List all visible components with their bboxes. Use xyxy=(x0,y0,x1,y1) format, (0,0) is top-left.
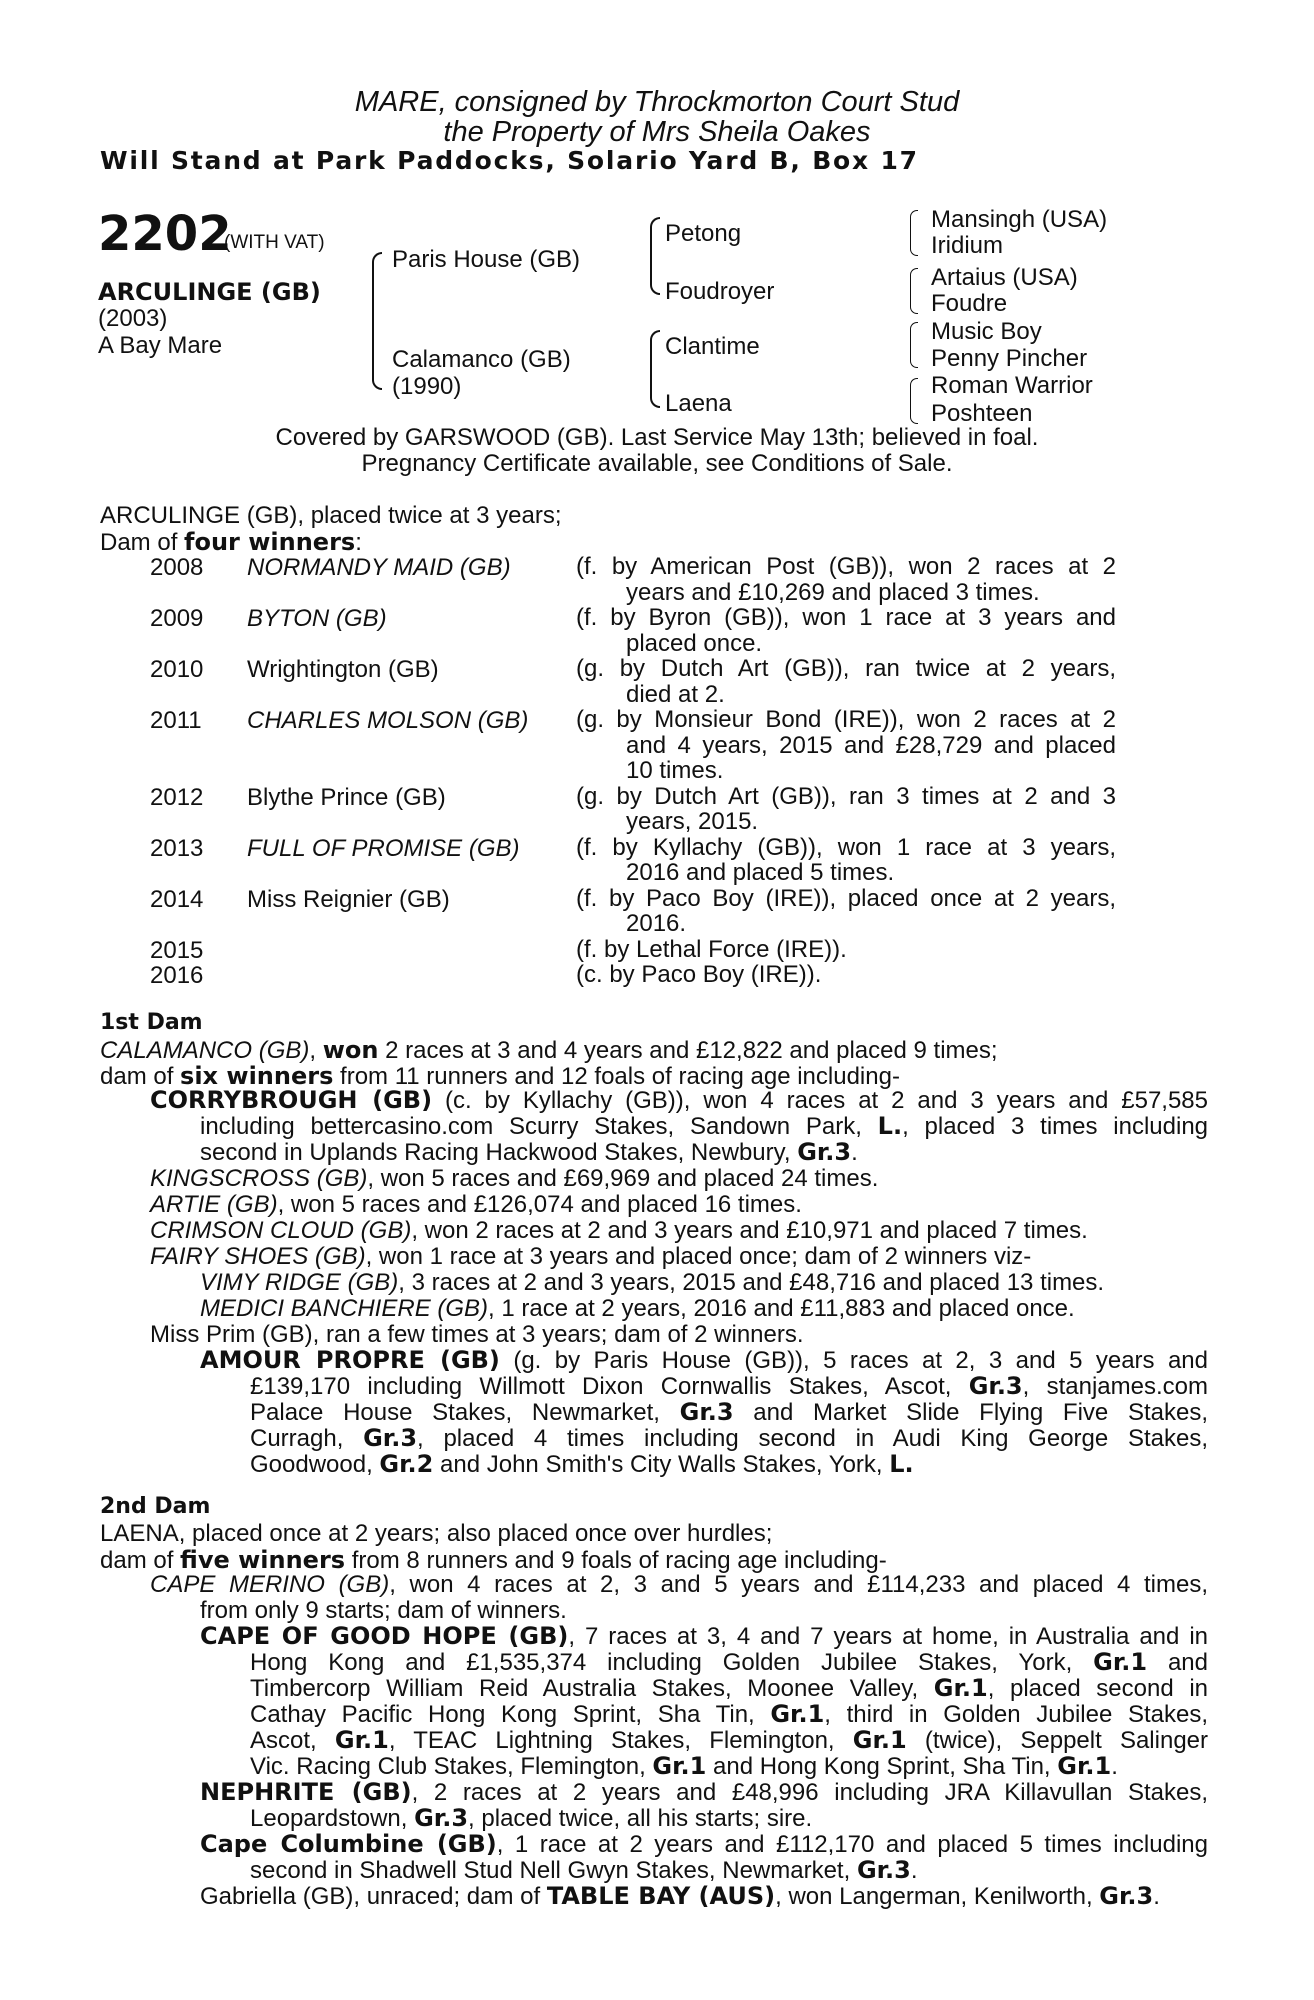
vimy-line: VIMY RIDGE (GB), 3 races at 2 and 3 years, 2015 and £48,716 and placed 13 times. xyxy=(200,1269,1105,1296)
amour-line1: AMOUR PROPRE (GB) (g. by Paris House (GB)), 5 races at 2, 3 and 5 years and xyxy=(200,1346,1208,1374)
sire-bracket xyxy=(372,252,382,332)
missprim-line: Miss Prim (GB), ran a few times at 3 years; dam of 2 winners. xyxy=(150,1321,804,1348)
produce-name: NORMANDY MAID (GB) xyxy=(247,554,511,581)
produce-name: Wrightington (GB) xyxy=(247,656,439,683)
produce-year: 2009 xyxy=(150,605,204,632)
produce-name: Miss Reignier (GB) xyxy=(247,885,450,913)
first-dam-heading: 1st Dam xyxy=(100,1010,203,1035)
produce-detail: 2016. xyxy=(626,910,687,937)
dss: Music Boy xyxy=(931,318,1042,345)
horse-year: (2003) xyxy=(98,305,168,332)
cgh-line4: Cathay Pacific Hong Kong Sprint, Sha Tin, Gr.1, third in Golden Jubilee Stakes, xyxy=(250,1700,1208,1728)
columbine-line2: second in Shadwell Stud Nell Gwyn Stakes, Newmarket, Gr.3. xyxy=(250,1856,918,1884)
dam-name: Calamanco (GB) xyxy=(392,346,571,373)
produce-name: FULL OF PROMISE (GB) xyxy=(247,834,520,862)
first-dam-line: CALAMANCO (GB), won 2 races at 3 and 4 years and £12,822 and placed 9 times; xyxy=(100,1036,998,1064)
ss-bracket xyxy=(650,217,660,257)
nephrite-line2: Leopardstown, Gr.3, placed twice, all his starts; sire. xyxy=(250,1804,813,1832)
produce-year: 2010 xyxy=(150,656,204,683)
produce-name: Blythe Prince (GB) xyxy=(247,783,446,811)
horse-description: A Bay Mare xyxy=(98,332,223,359)
gg-bracket-3 xyxy=(910,322,918,368)
produce-year: 2011 xyxy=(150,707,202,734)
medici-line: MEDICI BANCHIERE (GB), 1 race at 2 years, 2016 and £11,883 and placed once. xyxy=(200,1295,1075,1322)
produce-detail: (c. by Paco Boy (IRE)). xyxy=(576,961,822,988)
crimson-line: CRIMSON CLOUD (GB), won 2 races at 2 and 3 years and £10,971 and placed 7 times. xyxy=(150,1217,1088,1244)
header-property: the Property of Mrs Sheila Oakes xyxy=(443,116,871,148)
dam-dam: Laena xyxy=(665,390,732,417)
sire-name: Paris House (GB) xyxy=(392,246,581,273)
amour-line5: Goodwood, Gr.2 and John Smith's City Walls Stakes, York, L. xyxy=(250,1450,914,1478)
produce-detail: 2016 and placed 5 times. xyxy=(626,859,895,886)
produce-detail: years and £10,269 and placed 3 times. xyxy=(626,578,1040,606)
dsd: Penny Pincher xyxy=(931,345,1088,372)
dd-bracket xyxy=(650,368,660,408)
produce-year: 2013 xyxy=(150,834,204,862)
cape-merino-line1: CAPE MERINO (GB), won 4 races at 2, 3 and 5 years and £114,233 and placed 4 times, xyxy=(150,1571,1208,1598)
produce-year: 2008 xyxy=(150,554,204,581)
produce-detail: (g. by Dutch Art (GB)), ran 3 times at 2 and 3 xyxy=(576,782,1116,810)
second-dam-line: LAENA, placed once at 2 years; also placed once over hurdles; xyxy=(100,1520,773,1547)
produce-detail: (f. by American Post (GB)), won 2 races at 2 xyxy=(576,553,1116,580)
produce-year: 2016 xyxy=(150,962,204,989)
corrybrough-line3: second in Uplands Racing Hackwood Stakes, Newbury, Gr.3. xyxy=(200,1138,858,1166)
produce-name: BYTON (GB) xyxy=(247,605,387,632)
fairy-line: FAIRY SHOES (GB), won 1 race at 3 years and placed once; dam of 2 winners viz- xyxy=(150,1243,1032,1270)
second-dam-heading: 2nd Dam xyxy=(100,1494,211,1519)
gg-bracket-1 xyxy=(910,210,918,256)
ds-bracket xyxy=(650,330,660,370)
covering-line: Covered by GARSWOOD (GB). Last Service May 13th; believed in foal. xyxy=(275,424,1039,451)
cgh-line1: CAPE OF GOOD HOPE (GB), 7 races at 3, 4 and 7 years at home, in Australia and in xyxy=(200,1622,1209,1650)
produce-detail: 10 times. xyxy=(626,757,724,784)
sss: Mansingh (USA) xyxy=(931,206,1108,233)
gg-bracket-4 xyxy=(910,378,918,424)
produce-name: CHARLES MOLSON (GB) xyxy=(247,707,529,734)
amour-line4: Curragh, Gr.3, placed 4 times including second in Audi King George Stakes, xyxy=(250,1424,1208,1452)
sd-bracket xyxy=(650,255,660,295)
corrybrough-line1: CORRYBROUGH (GB) (c. by Kyllachy (GB)), won 4 races at 2 and 3 years and £57,585 xyxy=(150,1086,1208,1114)
columbine-line1: Cape Columbine (GB), 1 race at 2 years and £112,170 and placed 5 times including xyxy=(200,1830,1208,1858)
amour-line3: Palace House Stakes, Newmarket, Gr.3 and Market Slide Flying Five Stakes, xyxy=(250,1398,1208,1426)
header-consignor: MARE, consigned by Throckmorton Court Stud xyxy=(354,86,960,118)
kingscross-line: KINGSCROSS (GB), won 5 races and £69,969 and placed 24 times. xyxy=(150,1165,879,1192)
mare-intro: ARCULINGE (GB), placed twice at 3 years; xyxy=(100,502,562,529)
cgh-line2: Hong Kong and £1,535,374 including Golden Jubilee Stakes, York, Gr.1 and xyxy=(250,1648,1208,1676)
sire-sire: Petong xyxy=(665,220,742,247)
produce-detail: (f. by Kyllachy (GB)), won 1 race at 3 years, xyxy=(576,833,1116,861)
gabriella-line: Gabriella (GB), unraced; dam of TABLE BAY (AUS), won Langerman, Kenilworth, Gr.3. xyxy=(200,1882,1160,1910)
produce-detail: died at 2. xyxy=(626,680,725,708)
produce-year: 2015 xyxy=(150,936,204,964)
cape-merino-line2: from only 9 starts; dam of winners. xyxy=(200,1597,567,1624)
produce-detail: (f. by Byron (GB)), won 1 race at 3 years and xyxy=(576,604,1116,631)
sdd: Foudre xyxy=(931,290,1008,317)
dam-sire: Clantime xyxy=(665,333,760,360)
horse-name: ARCULINGE (GB) xyxy=(98,278,321,306)
header-location: Will Stand at Park Paddocks, Solario Yard B, Box 17 xyxy=(100,146,919,175)
produce-detail: (f. by Paco Boy (IRE)), placed once at 2 years, xyxy=(576,884,1116,912)
produce-detail: (f. by Lethal Force (IRE)). xyxy=(576,935,847,963)
gg-bracket-2 xyxy=(910,268,918,314)
artie-line: ARTIE (GB), won 5 races and £126,074 and placed 16 times. xyxy=(150,1191,802,1218)
first-dam-produce-summary: dam of six winners from 11 runners and 12 foals of racing age including- xyxy=(100,1062,900,1090)
produce-detail: and 4 years, 2015 and £28,729 and placed xyxy=(626,731,1116,759)
lot-number: 2202 xyxy=(98,206,232,262)
ddd: Poshteen xyxy=(931,400,1033,427)
cgh-line3: Timbercorp William Reid Australia Stakes, Moonee Valley, Gr.1, placed second in xyxy=(250,1674,1208,1702)
sire-dam: Foudroyer xyxy=(665,278,775,305)
produce-detail: (g. by Monsieur Bond (IRE)), won 2 races at 2 xyxy=(576,706,1116,733)
mare-dam-of: Dam of four winners: xyxy=(100,528,362,556)
ssd: Iridium xyxy=(931,232,1004,259)
cgh-line5: Ascot, Gr.1, TEAC Lightning Stakes, Flemington, Gr.1 (twice), Seppelt Salinger xyxy=(250,1726,1209,1754)
pregnancy-line: Pregnancy Certificate available, see Conditions of Sale. xyxy=(361,450,953,477)
sds: Artaius (USA) xyxy=(931,264,1078,291)
dds: Roman Warrior xyxy=(931,372,1093,399)
produce-detail: years, 2015. xyxy=(626,808,759,835)
amour-line2: £139,170 including Willmott Dixon Cornwallis Stakes, Ascot, Gr.3, stanjames.com xyxy=(250,1372,1208,1400)
produce-detail: (g. by Dutch Art (GB)), ran twice at 2 years, xyxy=(576,655,1116,682)
produce-year: 2014 xyxy=(150,885,204,913)
nephrite-line1: NEPHRITE (GB), 2 races at 2 years and £48,996 including JRA Killavullan Stakes, xyxy=(200,1778,1208,1806)
corrybrough-line2: including bettercasino.com Scurry Stakes, Sandown Park, L., placed 3 times including xyxy=(200,1112,1209,1140)
cgh-line6: Vic. Racing Club Stakes, Flemington, Gr.1 and Hong Kong Sprint, Sha Tin, Gr.1. xyxy=(250,1752,1118,1780)
produce-detail: placed once. xyxy=(626,629,763,657)
vat-label: (WITH VAT) xyxy=(224,232,325,253)
produce-year: 2012 xyxy=(150,783,204,811)
dam-year: (1990) xyxy=(392,373,462,400)
dam-bracket xyxy=(372,330,382,390)
second-dam-produce-summary: dam of five winners from 8 runners and 9 foals of racing age including- xyxy=(100,1546,887,1574)
